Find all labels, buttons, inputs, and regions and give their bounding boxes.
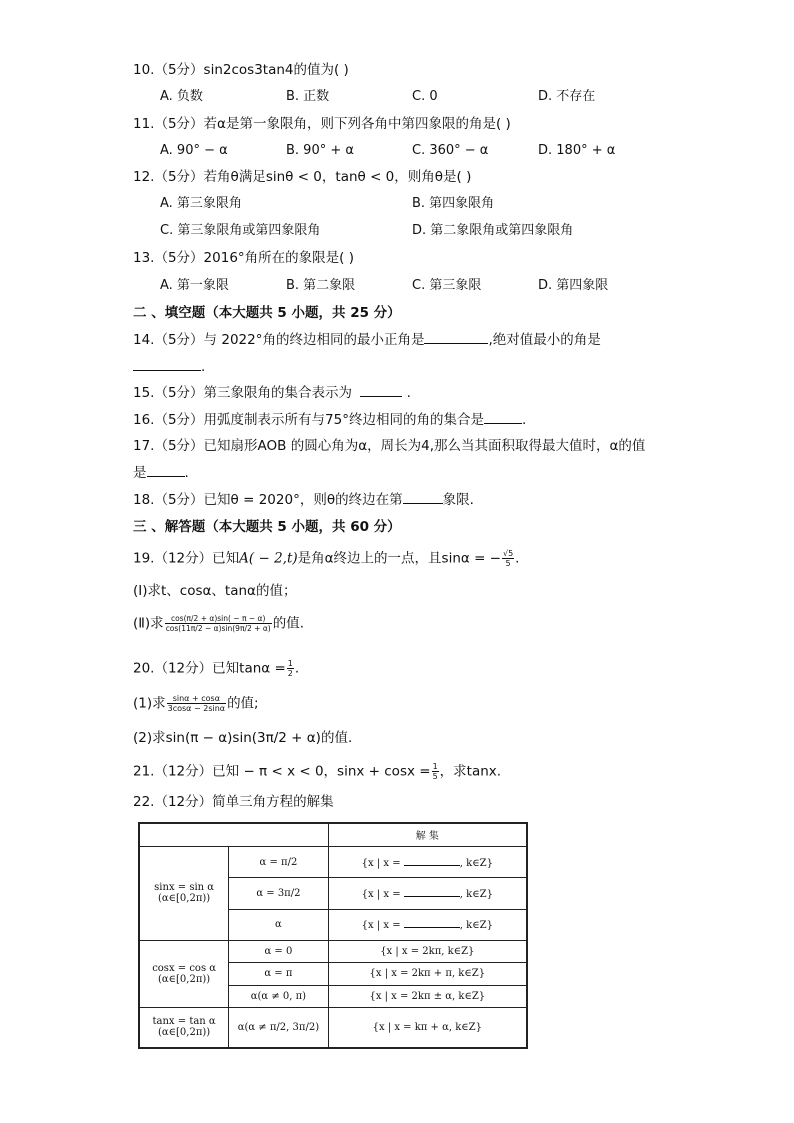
solution-set-table — [138, 822, 528, 1049]
answer-blank — [360, 384, 402, 397]
answer-blank — [404, 856, 460, 866]
question-13-option-c: C. 第三象限 — [412, 278, 482, 293]
sin-equation-cell — [139, 846, 229, 940]
solution-cell — [328, 846, 527, 877]
section-answer-heading: 三 、解答题（本大题共 5 小题，共 60 分） — [133, 519, 401, 535]
set-prefix: {x | x = — [361, 920, 401, 932]
set-prefix: {x | x = — [361, 888, 401, 900]
question-16-text: 16.（5分）用弧度制表示所有与75°终边相同的角的集合是 — [133, 412, 484, 428]
question-19-part-2 — [133, 614, 304, 633]
question-19-part-1: (Ⅰ)求t、cosα、tanα的值； — [133, 583, 297, 599]
question-19 — [133, 549, 519, 568]
fraction-numerator: cos(π/2 + α)sin( − π − α) — [165, 614, 272, 624]
table-header-row — [139, 823, 527, 846]
question-21-text-2: ，求tanx. — [439, 763, 502, 780]
answer-blank — [404, 887, 460, 897]
tan-equation-cell — [139, 1007, 229, 1048]
table-header-solution-set: 解 集 — [328, 823, 527, 846]
question-11-option-c: C. 360° − α — [412, 143, 489, 158]
domain: (α∈[0,2π)) — [157, 1027, 211, 1039]
question-19-text-2: 是角α终边上的一点，且sinα = − — [297, 550, 501, 567]
section-fill-in-heading: 二 、填空题（本大题共 5 小题，共 25 分） — [133, 305, 401, 321]
solution-cell: {x | x = 2kπ ± α, k∈Z} — [328, 985, 527, 1007]
question-14-text: 14.（5分）与 2022°角的终边相同的最小正角是 — [133, 332, 425, 348]
question-19-part-2-suffix: 的值. — [272, 615, 304, 632]
question-13-option-d: D. 第四象限 — [538, 278, 609, 293]
fraction — [502, 549, 514, 568]
condition-cell: α — [229, 909, 328, 940]
question-20-part-1 — [133, 694, 259, 713]
condition-cell: α = π/2 — [229, 846, 328, 877]
answer-blank — [424, 331, 488, 344]
question-20-part-1-suffix: 的值; — [227, 695, 259, 712]
fraction-denominator: 5 — [505, 559, 511, 568]
set-prefix: {x | x = — [361, 857, 401, 869]
question-19-part-2-prefix: (Ⅱ)求 — [133, 615, 164, 632]
fraction-numerator: √5 — [502, 549, 514, 558]
question-21-text: 21.（12分）已知 − π < x < 0，sinx + cosx = — [133, 763, 431, 780]
answer-blank — [403, 491, 443, 504]
question-14 — [133, 331, 601, 349]
question-20-text: 20.（12分）已知tanα = — [133, 660, 286, 677]
question-20-part-1-prefix: (1)求 — [133, 695, 166, 712]
sin-equation: sinx = sin α — [154, 882, 215, 894]
period: . — [522, 412, 527, 428]
answer-blank — [147, 464, 185, 477]
question-17-line-1: 17.（5分）已知扇形AOB 的圆心角为α，周长为4,那么当其面积取得最大值时，α的值 — [133, 438, 646, 454]
question-10-option-d: D. 不存在 — [538, 89, 596, 104]
question-11-option-b: B. 90° + α — [286, 143, 354, 158]
period: . — [515, 550, 520, 567]
question-18-text: 18.（5分）已知θ = 2020°，则θ的终边在第 — [133, 492, 403, 508]
fraction — [287, 659, 294, 678]
question-15 — [133, 384, 411, 402]
question-22: 22.（12分）简单三角方程的解集 — [133, 794, 334, 810]
set-suffix: , k∈Z} — [459, 857, 493, 869]
question-15-text: 15.（5分）第三象限角的集合表示为 — [133, 385, 353, 401]
fraction-numerator: sinα + cosα — [167, 694, 226, 704]
answer-blank — [133, 358, 201, 371]
table-row — [139, 1007, 527, 1048]
solution-cell: {x | x = 2kπ + π, k∈Z} — [328, 963, 527, 985]
fraction — [165, 614, 272, 633]
period: . — [184, 465, 189, 481]
period: . — [201, 359, 206, 375]
fraction-denominator: cos(11π/2 − α)sin(9π/2 + α) — [165, 624, 271, 633]
question-12-stem: 12.（5分）若角θ满足sinθ < 0，tanθ < 0，则角θ是( ) — [133, 169, 472, 185]
cos-equation-cell — [139, 941, 229, 1008]
answer-blank — [404, 918, 460, 928]
question-13-option-a: A. 第一象限 — [160, 278, 229, 293]
question-18-text-2: 象限. — [442, 492, 474, 508]
question-20 — [133, 659, 299, 678]
question-13-stem: 13.（5分）2016°角所在的象限是( ) — [133, 250, 354, 266]
question-14-continued — [133, 358, 205, 376]
fraction-denominator: 3cosα − 2sinα — [167, 704, 226, 713]
fraction — [432, 762, 439, 781]
question-12-option-c: C. 第三象限角或第四象限角 — [160, 223, 321, 238]
condition-cell: α = 0 — [229, 941, 328, 963]
fraction-numerator: 1 — [287, 659, 293, 668]
table-header-blank — [139, 823, 328, 846]
question-10-option-a: A. 负数 — [160, 89, 203, 104]
question-20-part-2: (2)求sin(π − α)sin(3π/2 + α)的值. — [133, 730, 353, 746]
question-19-text: 19.（12分）已知 — [133, 550, 240, 567]
question-18 — [133, 491, 474, 509]
question-11-stem: 11.（5分）若α是第一象限角，则下列各角中第四象限的角是( ) — [133, 116, 511, 132]
point-a: A( − 2,t) — [239, 550, 298, 567]
question-12-option-b: B. 第四象限角 — [412, 196, 495, 211]
question-10-option-c: C. 0 — [412, 89, 438, 104]
condition-cell: α(α ≠ π/2, 3π/2) — [229, 1007, 328, 1048]
set-suffix: , k∈Z} — [459, 920, 493, 932]
question-11-option-d: D. 180° + α — [538, 143, 616, 158]
domain: (α∈[0,2π)) — [157, 973, 211, 985]
condition-cell: α = π — [229, 963, 328, 985]
cos-equation: cosx = cos α — [152, 962, 217, 974]
solution-cell — [328, 909, 527, 940]
question-12-option-d: D. 第二象限角或第四象限角 — [412, 223, 574, 238]
condition-cell: α = 3π/2 — [229, 878, 328, 909]
tan-equation: tanx = tan α — [152, 1016, 216, 1028]
question-21 — [133, 762, 501, 781]
set-suffix: , k∈Z} — [459, 888, 493, 900]
solution-cell: {x | x = 2kπ, k∈Z} — [328, 941, 527, 963]
solution-cell — [328, 878, 527, 909]
question-12-option-a: A. 第三象限角 — [160, 196, 242, 211]
question-17-line-2 — [133, 464, 189, 482]
question-10-option-b: B. 正数 — [286, 89, 330, 104]
table-row — [139, 941, 527, 963]
question-14-text-2: ,绝对值最小的角是 — [488, 332, 601, 348]
period: . — [406, 385, 411, 401]
answer-blank — [484, 411, 522, 424]
period: . — [294, 660, 300, 677]
question-11-option-a: A. 90° − α — [160, 143, 228, 158]
domain: (α∈[0,2π)) — [157, 893, 211, 905]
solution-cell: {x | x = kπ + α, k∈Z} — [328, 1007, 527, 1048]
fraction-denominator: 5 — [432, 772, 438, 781]
condition-cell: α(α ≠ 0, π) — [229, 985, 328, 1007]
fraction-numerator: 1 — [432, 762, 438, 771]
question-17-text-2: 是 — [133, 465, 147, 481]
fraction — [167, 694, 226, 713]
question-10-stem: 10.（5分）sin2cos3tan4的值为( ) — [133, 62, 349, 78]
table-row — [139, 846, 527, 877]
question-16 — [133, 411, 526, 429]
fraction-denominator: 2 — [287, 669, 293, 678]
question-13-option-b: B. 第二象限 — [286, 278, 356, 293]
